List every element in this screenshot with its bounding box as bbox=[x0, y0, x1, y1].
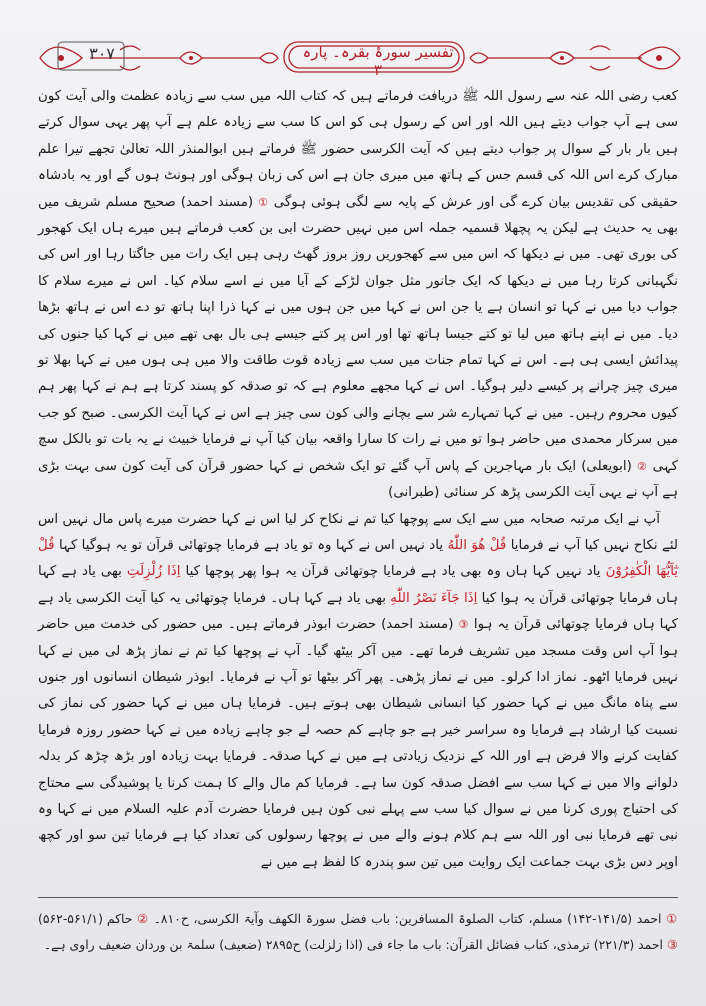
footnote-3: احمد (۲۲۱/۳) ترمذی، کتاب فضائل القرآن: باب ما جاء فی (اذا زلزلت) ح۲۸۹۵ (ضعیف) سلمۃ بن وردان ضعیف راوی ہے۔ bbox=[43, 937, 663, 952]
paragraph-2-c: یاد نہیں کہا ہاں وہ بھی یاد ہے فرمایا چوتھائی قرآن یہ ہوا پھر پوچھا کیا bbox=[185, 564, 601, 580]
quran-quote-zalzala: اِذَا زُلْزِلَتِ bbox=[126, 564, 181, 580]
citation-tabrani: (طبرانی) bbox=[388, 485, 440, 501]
main-text bbox=[38, 84, 678, 876]
citation-abu-yala: (ابویعلی) bbox=[581, 458, 632, 474]
citation-musnad-ahmad-2: (مسند احمد) bbox=[381, 617, 454, 633]
paragraph-1 bbox=[38, 84, 678, 507]
footnote-2-number: ② bbox=[137, 911, 149, 926]
footnote-ref-1: ① bbox=[258, 195, 269, 209]
paragraph-2-d: بھی یاد ہے کہا ہاں فرمایا چوتھائی قرآن یہ ہوا کیا bbox=[38, 564, 678, 606]
paragraph-2-e: بھی یاد ہے کہا ہاں۔ فرمایا چوتھائی یہ کیا آیت الکرسی یاد ہے کہا ہاں فرمایا چوتھائی قرآن یہ ہوا bbox=[38, 590, 678, 633]
footnote-divider bbox=[38, 897, 678, 898]
footnotes bbox=[38, 906, 678, 958]
footnote-3-number: ③ bbox=[666, 937, 678, 952]
paragraph-2-b: یاد نہیں اس نے کہا وہ تو یاد ہے فرمایا چوتھائی قرآن تو یہ ہوگیا کہا bbox=[58, 537, 444, 553]
paragraph-1-ending: ایک بار مہاجرین کے پاس آپ گئے تو ایک شخص نے کہا حضور قرآن کی آیت کون سی بہت بڑی ہے آپ نے یہی آیت الکرسی پڑھ کر سنائی bbox=[38, 458, 678, 501]
footnote-ref-2: ② bbox=[636, 459, 648, 473]
citation-musnad-ahmad: (مسند احمد) bbox=[180, 194, 254, 210]
footnote-1-number: ① bbox=[666, 911, 678, 926]
paragraph-2 bbox=[38, 507, 678, 877]
paragraph-2-f: حضرت ابوذر فرماتے ہیں۔ میں حضور کی خدمت میں حاضر ہوا آپ اس وقت مسجد میں تشریف فرما تھے۔ میں آکر بیٹھ گیا۔ آپ نے پوچھا کیا تم نے نماز پڑھ لی میں نے کہا نہیں فرمایا اٹھو۔ نماز ادا کرلو۔ میں نے نماز پڑھی۔ پھر آکر بیٹھا تو آپ نے فرمایا۔ ابوذر شیطان انسانوں اور جنوں سے پناہ مانگ میں نے کہا حضور کیا انسانی شیطان بھی ہوتے ہیں۔ فرمایا ہاں میں نے کہا حضور کی نماز کی نسبت کیا ارشاد ہے فرمایا وہ سراسر خیر ہے جو چاہے کم حصہ لے جو چاہے زیادہ میں نے کہا حضور روزہ فرمایا کفایت کرنے والا فرض ہے اور اللہ کے نزدیک زیادتی ہے میں نے کہا صدقہ۔ فرمایا بہت زیادہ اور بڑھ چڑھ کر بدلہ دلوانے والا میں نے کہا سب سے افضل صدقہ کون سا ہے۔ فرمایا کم مال والے کا ہمت کرنا یا پوشیدگی سے محتاج کی احتیاج پوری کرنا میں نے سوال کیا سب سے پہلے نبی کون ہیں فرمایا حضرت آدم علیہ السلام میں نے کہا وہ نبی تھے فرمایا نبی اور اللہ سے ہم کلام ہونے والے میں نے پوچھا رسولوں کی تعداد کیا ہے فرمایا تین سو اور کچھ اوپر دس بڑی بہت جماعت ایک روایت میں تین سو پندرہ کا لفظ ہے میں نے bbox=[38, 617, 678, 870]
quran-quote-kafirun: قُلْ يٰٓاَيُّهَا الْكٰفِرُوْنَ bbox=[38, 537, 679, 580]
page-header bbox=[30, 38, 690, 78]
paragraph-1-text: کعب رضی اللہ عنہ سے رسول اللہ ﷺ دریافت فرماتے ہیں کہ کتاب اللہ میں سب سے زیادہ عظمت والی آیت کون سی ہے آپ جواب دیتے ہیں اللہ اور اس کے رسول ہی کو اس کا سب سے زیادہ علم ہے آپ پھر یہی سوال کرتے ہیں بار بار کے سوال پر جواب دیتے ہیں کہ آیت الکرسی حضور ﷺ فرماتے ہیں ابوالمنذر اللہ تعالیٰ تجھے تیرا علم مبارک کرے اس اللہ کی قسم جس کے ہاتھ میں میری جان ہے اس کی زبان ہوگی اور ہونٹ ہوں گے اور یہ بادشاہ حقیقی کی تقدیس بیان کرے گی اور عرش کے پایہ سے لگی ہوئی ہوگی bbox=[38, 89, 678, 210]
footnote-2: حاکم (۵۶۱/۱-۵۶۲) bbox=[38, 911, 133, 926]
running-title: تفسیر سورۂ بقرہ۔ پارہ ۳ bbox=[302, 43, 454, 79]
paragraph-2-text: آپ نے ایک مرتبہ صحابہ میں سے ایک سے پوچھا کیا تم نے نکاح کر لیا اس نے کہا حضرت میرے پاس مال نہیں اس لئے نکاح نہیں کیا آپ نے فرمایا bbox=[38, 511, 679, 553]
quran-quote-ikhlas: قُلْ هُوَ اللّٰهُ bbox=[447, 537, 507, 553]
footnote-ref-3: ③ bbox=[458, 618, 469, 632]
quran-quote-nasr: اِذَا جَآءَ نَصْرُ اللّٰهِ bbox=[390, 590, 478, 606]
footnote-1: احمد (۱۴۱/۵-۱۴۲) مسلم، کتاب الصلوۃ المسافرین: باب فضل سورۃ الکھف وآیۃ الکرسی، ح۸۱۰۔ bbox=[153, 911, 662, 926]
page-number: ۳۰۷ bbox=[89, 44, 115, 63]
paragraph-1-continued: صحیح مسلم شریف میں بھی یہ حدیث ہے لیکن یہ پچھلا قسمیہ جملہ اس میں نہیں حضرت ابی بن کعب فرماتے ہیں میرے ہاں ایک کھجور کی بوری تھی۔ میں نے دیکھا کہ اس میں سے کھجوریں روز بروز گھٹ رہی ہیں ایک رات میں جاگتا رہا اور اس کی نگہبانی کرتا رہا میں نے دیکھا کہ ایک جانور مثل جوان لڑکے کے آیا میں نے اسے سلام کیا۔ اس نے میرے سلام کا جواب دیا میں نے کہا تو انسان ہے یا جن اس نے کہا میں جن ہوں میں نے کہا ذرا اپنا ہاتھ تو دے اس نے ہاتھ بڑھا دیا۔ میں نے اپنے ہاتھ میں لیا تو کتے جیسا ہاتھ تھا اور اس پر کتے جیسے ہی بال بھی تھے میں نے کہا کیا جنوں کی پیدائش ایسی ہی ہے۔ اس نے کہا تمام جنات میں سب سے زیادہ قوت طاقت والا میں ہی ہوں میں نے کہا بھلا تو میری چیز چرانے پر کیسے دلیر ہوگیا۔ اس نے کہا مجھے معلوم ہے کہ تو صدقہ کو پسند کرتا ہے ہم نے کہا پھر ہم کیوں محروم رہیں۔ میں نے کہا تمہارے شر سے بچانے والی کون سی چیز ہے اس نے کہا آیت الکرسی۔ صبح کو جب میں سرکار محمدی میں حاضر ہوا تو میں نے رات کا سارا واقعہ بیان کیا آپ نے فرمایا خبیث نے یہ بات تو بالکل سچ کہی bbox=[38, 194, 678, 474]
footnote-list bbox=[38, 906, 678, 958]
